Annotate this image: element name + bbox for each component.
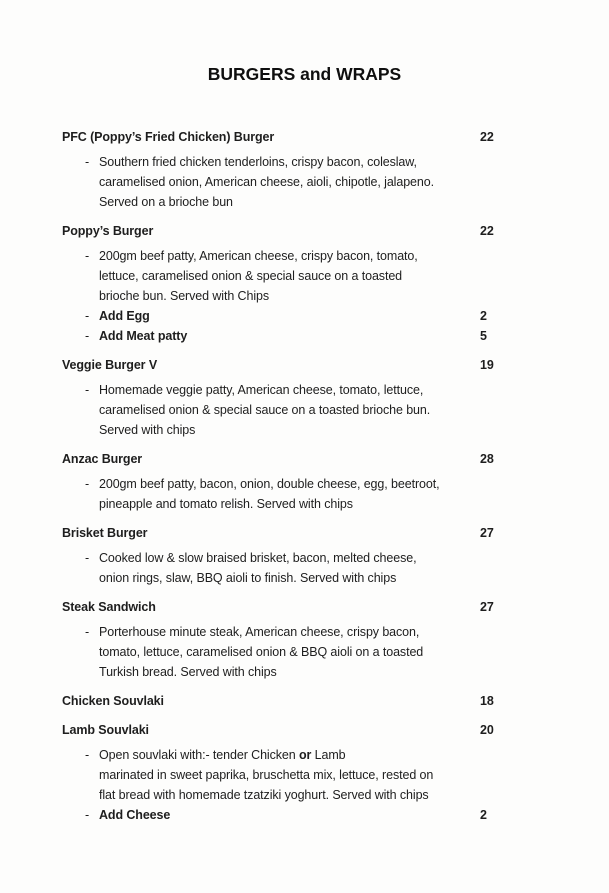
addon-label: Add Cheese — [99, 808, 171, 822]
menu-item-header — [62, 127, 591, 147]
addon-row — [62, 306, 591, 326]
addon-label: Add Egg — [99, 309, 150, 323]
menu-item-price: 28 — [480, 452, 494, 466]
menu-item-price: 20 — [480, 723, 494, 737]
description-text: flat bread with homemade tzatziki yoghurt. Served with chips — [99, 788, 429, 802]
menu-item-header — [62, 691, 591, 711]
description-text: Open souvlaki with:- tender Chicken or Lamb — [99, 748, 346, 762]
menu-item-header — [62, 221, 591, 241]
description-text: Turkish bread. Served with chips — [99, 665, 277, 679]
menu-item-name: Brisket Burger — [62, 526, 148, 540]
description-text: caramelised onion, American cheese, aioli, chipotle, jalapeno. — [99, 175, 434, 189]
bullet-dash-icon: - — [85, 551, 90, 565]
menu-item-header — [62, 597, 591, 617]
menu-item-header — [62, 720, 591, 740]
menu-item-description-line — [62, 192, 591, 212]
menu-item-name: Chicken Souvlaki — [62, 694, 164, 708]
menu-item-description-line — [62, 662, 591, 682]
bullet-dash-icon: - — [85, 808, 90, 822]
menu-item-description-line — [62, 568, 591, 588]
menu-item-name: Poppy’s Burger — [62, 224, 154, 238]
menu-item-price: 22 — [480, 224, 494, 238]
page-title: BURGERS and WRAPS — [207, 64, 402, 84]
menu-item-name: Anzac Burger — [62, 452, 143, 466]
addon-price: 2 — [480, 309, 487, 323]
menu-list — [0, 127, 609, 825]
menu-item-name: Lamb Souvlaki — [62, 723, 149, 737]
menu-item — [62, 597, 591, 682]
menu-item — [62, 221, 591, 346]
menu-item-price: 22 — [480, 130, 494, 144]
menu-item-description-line — [62, 266, 591, 286]
description-text: Cooked low & slow braised brisket, bacon, melted cheese, — [99, 551, 417, 565]
addon-price: 2 — [480, 808, 487, 822]
description-text: Southern fried chicken tenderloins, crispy bacon, coleslaw, — [99, 155, 417, 169]
menu-item-name: Veggie Burger V — [62, 358, 158, 372]
menu-item-price: 19 — [480, 358, 494, 372]
bullet-dash-icon: - — [85, 249, 90, 263]
menu-item-name: PFC (Poppy’s Fried Chicken) Burger — [62, 130, 275, 144]
menu-item-description-line — [62, 152, 591, 172]
bullet-dash-icon: - — [85, 383, 90, 397]
description-text: marinated in sweet paprika, bruschetta mix, lettuce, rested on — [99, 768, 434, 782]
menu-item-price: 27 — [480, 526, 494, 540]
bullet-dash-icon: - — [85, 625, 90, 639]
description-text: onion rings, slaw, BBQ aioli to finish. Served with chips — [99, 571, 397, 585]
addon-row — [62, 326, 591, 346]
menu-item — [62, 691, 591, 711]
bullet-dash-icon: - — [85, 309, 90, 323]
description-text: tomato, lettuce, caramelised onion & BBQ aioli on a toasted — [99, 645, 424, 659]
menu-item-description-line — [62, 494, 591, 514]
menu-item-price: 27 — [480, 600, 494, 614]
menu-item-price: 18 — [480, 694, 494, 708]
addon-price: 5 — [480, 329, 487, 343]
menu-item-description-line — [62, 474, 591, 494]
menu-item-description-line — [62, 548, 591, 568]
description-text: 200gm beef patty, bacon, onion, double cheese, egg, beetroot, — [99, 477, 440, 491]
menu-item-header — [62, 449, 591, 469]
description-text: Homemade veggie patty, American cheese, tomato, lettuce, — [99, 383, 424, 397]
description-text: caramelised onion & special sauce on a toasted brioche bun. — [99, 403, 431, 417]
menu-item — [62, 127, 591, 212]
menu-item-description-line — [62, 172, 591, 192]
description-text: lettuce, caramelised onion & special sauce on a toasted — [99, 269, 403, 283]
description-text: Served with chips — [99, 423, 196, 437]
bullet-dash-icon: - — [85, 155, 90, 169]
menu-item-description-line — [62, 286, 591, 306]
addon-label: Add Meat patty — [99, 329, 188, 343]
description-text: pineapple and tomato relish. Served with chips — [99, 497, 353, 511]
description-text: brioche bun. Served with Chips — [99, 289, 270, 303]
menu-item — [62, 449, 591, 514]
menu-item — [62, 355, 591, 440]
bullet-dash-icon: - — [85, 748, 90, 762]
bullet-dash-icon: - — [85, 477, 90, 491]
menu-item-description-line — [62, 420, 591, 440]
addon-row — [62, 805, 591, 825]
description-text: 200gm beef patty, American cheese, crispy bacon, tomato, — [99, 249, 418, 263]
menu-item — [62, 720, 591, 825]
menu-item — [62, 523, 591, 588]
menu-item-header — [62, 523, 591, 543]
menu-item-name: Steak Sandwich — [62, 600, 156, 614]
menu-item-description-line — [62, 622, 591, 642]
menu-item-description-line — [62, 246, 591, 266]
menu-item-description-line — [62, 380, 591, 400]
description-text: Porterhouse minute steak, American cheese, crispy bacon, — [99, 625, 420, 639]
menu-item-header — [62, 355, 591, 375]
menu-item-description-line — [62, 400, 591, 420]
emphasized-text: or — [298, 748, 312, 762]
menu-item-description-line — [62, 745, 591, 765]
bullet-dash-icon: - — [85, 329, 90, 343]
menu-item-description-line — [62, 765, 591, 785]
menu-item-description-line — [62, 642, 591, 662]
description-text: Served on a brioche bun — [99, 195, 233, 209]
menu-item-description-line — [62, 785, 591, 805]
